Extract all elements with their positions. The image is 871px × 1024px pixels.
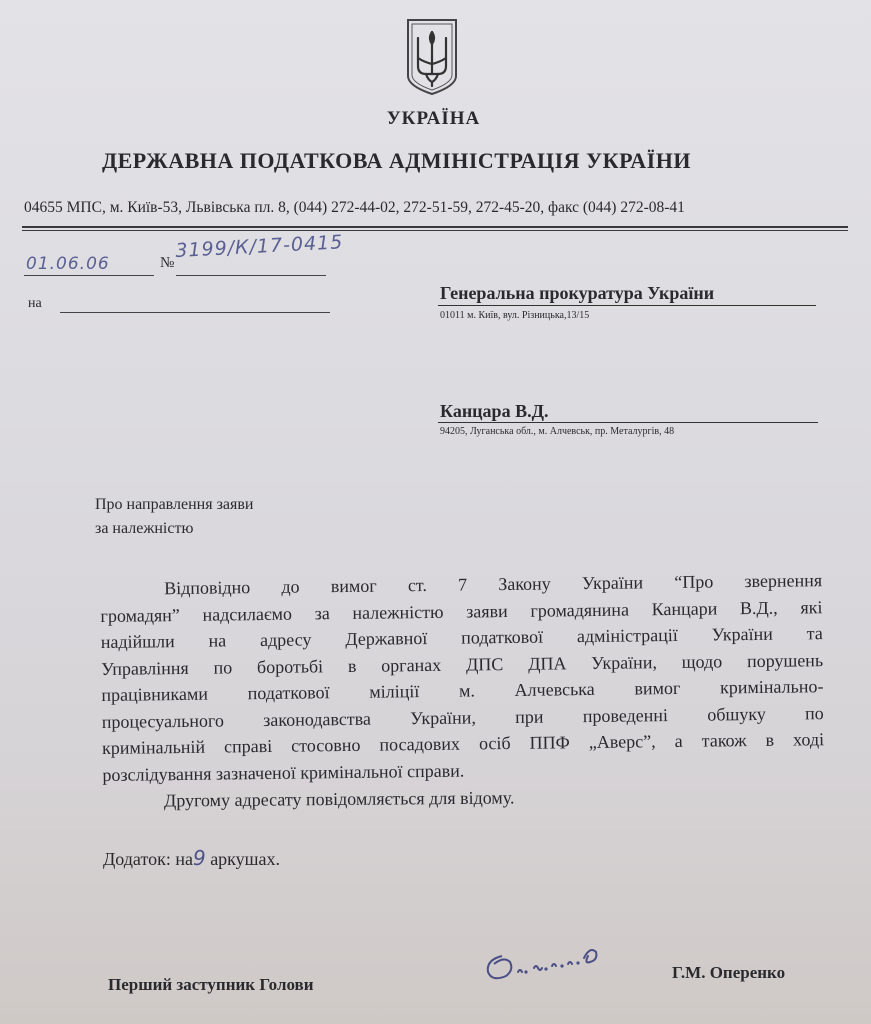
number-line (176, 275, 326, 276)
attachment-prefix: Додаток: на (103, 849, 193, 869)
attachment-count: 9 (192, 846, 206, 870)
signer-name: Г.М. Оперенко (672, 963, 786, 982)
reference-line (60, 312, 330, 313)
body-line: надійшли на адресу Державної податкової адміністрації України та (100, 623, 823, 652)
header-divider (22, 226, 848, 228)
registration-number-sign: № (160, 255, 175, 271)
recipient-underline (438, 305, 816, 306)
recipient-name: Канцара В.Д. (440, 401, 549, 421)
attachment-note (103, 846, 280, 870)
handwritten-signature-icon (480, 938, 630, 988)
subject-line: за належністю (95, 520, 194, 537)
header-divider-thin (22, 230, 848, 231)
body-line: Управління по боротьбі в органах ДПС ДПА України, щодо порушень (101, 649, 824, 679)
registration-date: 01.06.06 (26, 254, 110, 274)
letter-body (100, 567, 825, 788)
date-line (24, 275, 154, 276)
agency-title: ДЕРЖАВНА ПОДАТКОВА АДМІНІСТРАЦІЯ УКРАЇНИ (102, 148, 691, 173)
recipient-name: Генеральна прокуратура України (440, 283, 715, 303)
reference-label: на (28, 296, 42, 311)
subject-line: Про направлення заяви (95, 496, 254, 513)
registration-number: 3199/К/17-0415 (174, 231, 344, 262)
body-line: кримінальній справі стосовно посадових осіб ППФ „Аверс”, а також в ході (101, 729, 825, 758)
body-line: працівниками податкової міліції м. Алчевська вимог кримінально- (101, 676, 824, 705)
attachment-suffix: аркушах. (210, 849, 281, 869)
recipient-underline (438, 422, 818, 423)
body-line: процесуального законодавства України, при проведенні обшуку по (101, 702, 824, 732)
trident-emblem-icon (404, 18, 460, 96)
letter-subject (95, 493, 253, 541)
country-title: УКРАЇНА (386, 108, 481, 129)
body-second-paragraph: Другому адресату повідомляється для відому. (163, 787, 515, 811)
recipient-address: 01011 м. Київ, вул. Різницька,13/15 (440, 310, 590, 321)
agency-address: 04655 МПС, м. Київ-53, Львівська пл. 8, (044) 272-44-02, 272-51-59, 272-45-20, факс (044) 272-08-41 (24, 199, 685, 216)
body-line: Відповідно до вимог ст. 7 Закону України “Про звернення (164, 570, 823, 599)
body-line: розслідування зазначеної кримінальної справи. (102, 760, 465, 785)
recipient-address: 94205, Луганська обл., м. Алчевськ, пр. Металургів, 48 (440, 426, 675, 437)
signer-position: Перший заступник Голови (108, 975, 314, 994)
body-line: громадян” надсилаємо за належністю заяви громадянина Канцари В.Д., які (100, 596, 823, 626)
